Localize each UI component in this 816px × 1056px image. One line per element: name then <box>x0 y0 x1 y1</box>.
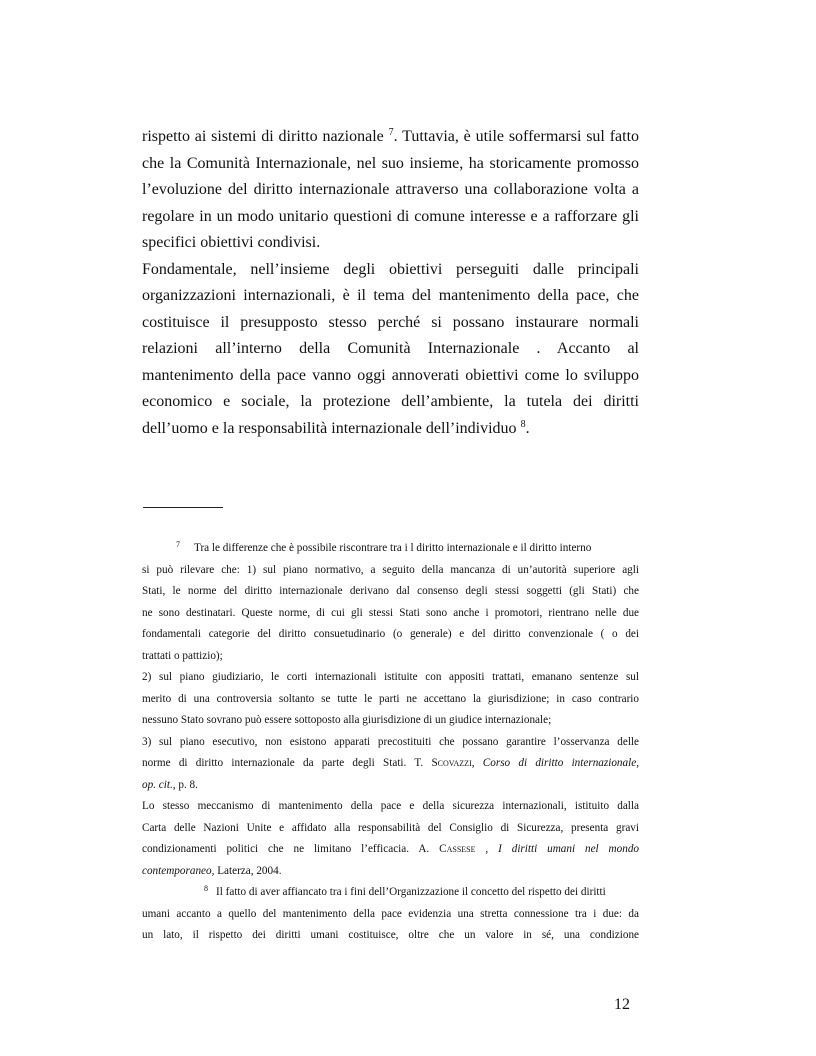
body-line: l’evoluzione del diritto internazionale attraverso una collaborazione volta a <box>142 181 639 198</box>
footnote-marker-8: 8 <box>204 884 208 893</box>
footnote-line: nessuno Stato sovrano può essere sottoposto alla giurisdizione di un giudice internazionale; <box>142 714 552 726</box>
footnote-line: $^7$ Tra le differenze che è possibile riscontrare tra i l diritto internazionale e il diritto interno <box>176 540 592 554</box>
body-line: rispetto ai sistemi di diritto nazionale $^7$. Tuttavia, è utile soffermarsi sul fatto <box>142 127 640 145</box>
footnote-line: fondamentali categorie del diritto consuetudinario (o generale) e del diritto convenzionale ( o dei <box>142 628 639 640</box>
author-cassese: Cassese <box>439 843 476 855</box>
footnote-separator <box>143 507 223 508</box>
body-line: che la Comunità Internazionale, nel suo insieme, ha storicamente promosso <box>142 154 639 172</box>
main-text <box>142 124 639 442</box>
page-number: 12 <box>614 996 630 1013</box>
footnote-line: Carta delle Nazioni Unite e affidato alla responsabilità del Consiglio di Sicurezza, presenta gravi <box>142 821 639 834</box>
footnote-line: condizionamenti politici che ne limitano l’efficacia. A. Cassese , I diritti umani nel mondo <box>142 843 640 855</box>
footnote-line: umani accanto a quello del mantenimento della pace evidenzia una stretta connessione tra i due: da <box>142 907 639 920</box>
body-line: costituisce il presupposto stesso perché si possano instaurare normali <box>142 313 639 331</box>
footnote-line: Lo stesso meccanismo di mantenimento della pace e della sicurezza internazionali, istituito dalla <box>142 800 639 812</box>
footnote-line: un lato, il rispetto dei diritti umani costituisce, oltre che un valore in sé, una condizione <box>142 929 639 941</box>
citation-title: I diritti umani nel mondo <box>498 843 640 855</box>
footnote-line: ne sono destinatari. Queste norme, di cui gli stessi Stati sono anche i promotori, rientrano nelle due <box>142 606 639 619</box>
footnote-marker-7: 7 <box>176 540 180 549</box>
footnote-line: op. cit., p. 8. <box>142 778 198 791</box>
footnote-line: 3) sul piano esecutivo, non esistono apparati precostituiti che possano garantire l’osservanza delle <box>142 735 639 748</box>
body-line: economico e sociale, la protezione dell’ambiente, la tutela dei diritti <box>142 393 639 410</box>
footnote-ref-7: 7 <box>388 127 394 138</box>
body-line: regolare in un modo unitario questioni di comune interesse e a rafforzare gli <box>142 207 639 225</box>
body-line: mantenimento della pace vanno oggi annoverati obiettivi come lo sviluppo <box>142 366 639 384</box>
footnotes <box>142 538 639 947</box>
citation-title: contemporaneo, <box>142 864 215 877</box>
body-line: specifici obiettivi condivisi. <box>142 234 321 251</box>
citation-opcit: op. cit., <box>142 778 176 791</box>
body-line: dell’uomo e la responsabilità internazionale dell’individuo $^8$. <box>142 418 530 437</box>
author-scovazzi: Scovazzi <box>431 757 472 769</box>
footnote-line: merito di una controversia soltanto se tutte le parti ne accettano la giurisdizione; in caso contrario <box>142 692 639 705</box>
footnote-line: norme di diritto internazionale da parte degli Stati. T. Scovazzi, Corso di diritto internazionale, <box>142 757 639 769</box>
body-line: Fondamentale, nell’insieme degli obiettivi perseguiti dalle principali <box>142 260 639 278</box>
citation-title: Corso di diritto internazionale, <box>482 757 639 769</box>
footnote-line: 2) sul piano giudiziario, le corti internazionali istituite con appositi trattati, emanano sentenze sul <box>142 671 639 683</box>
body-line: relazioni all’interno della Comunità Internazionale . Accanto al <box>142 340 639 357</box>
footnote-line: Stati, le norme del diritto internazionale derivano dal consenso degli stessi soggetti (gli Stati) che <box>142 585 639 597</box>
footnote-line: $^8$ Il fatto di aver affiancato tra i fini dell’Organizzazione il concetto del rispetto dei diritti <box>204 884 606 898</box>
footnote-line: trattati o pattizio); <box>142 649 223 662</box>
footnote-line: si può rilevare che: 1) sul piano normativo, a seguito della mancanza di un’autorità superiore agli <box>142 563 639 576</box>
footnote-ref-8: 8 <box>520 418 526 430</box>
body-line: organizzazioni internazionali, è il tema del mantenimento della pace, che <box>142 287 639 304</box>
footnote-line: contemporaneo, Laterza, 2004. <box>142 864 282 877</box>
